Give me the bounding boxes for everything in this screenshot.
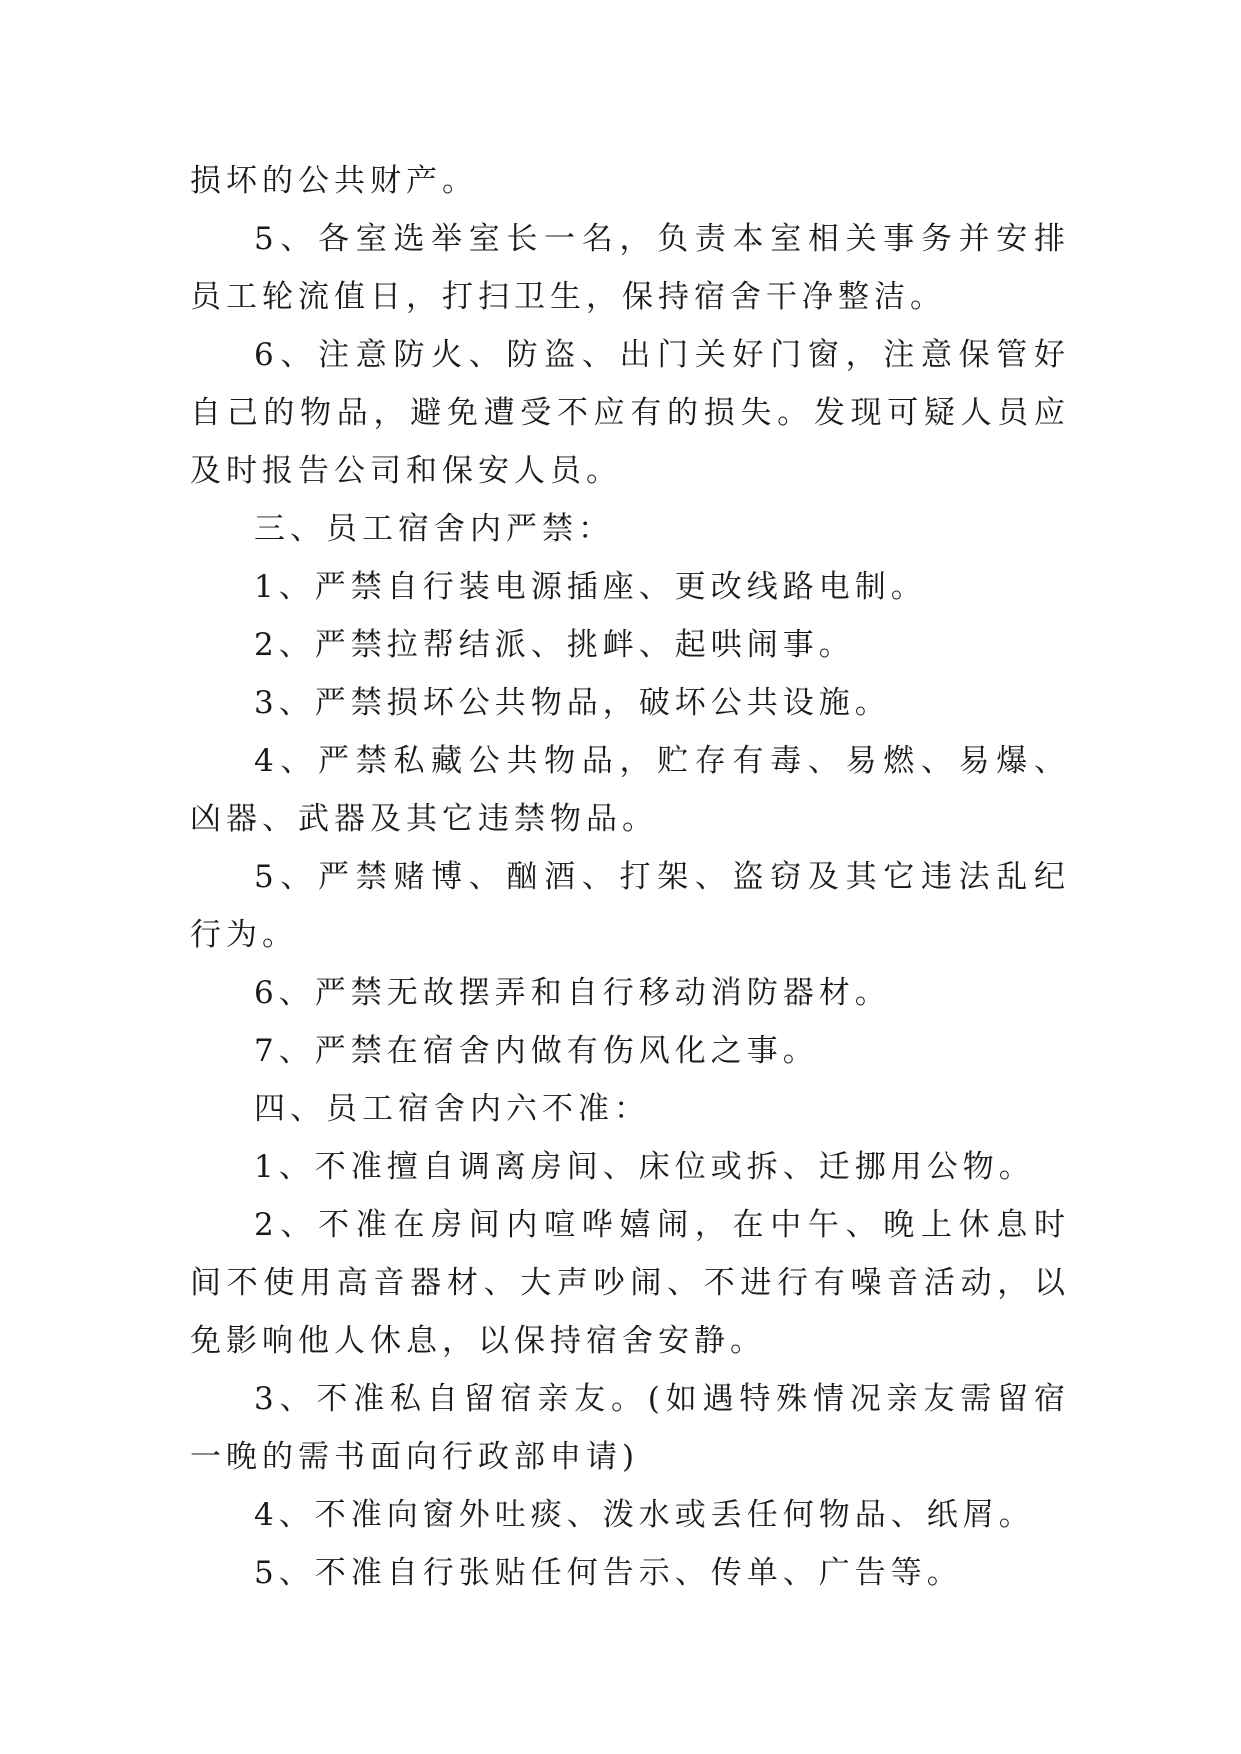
paragraph-continuation: 损坏的公共财产。 [190,163,478,199]
paragraph-rule-no-2: 2、不准在房间内喧哗嬉闹，在中午、晚上休息时间不使用高音器材、大声吵闹、不进行有噪音活动，以免影响他人休息，以保持宿舍安静。 [190,1207,1070,1359]
paragraph-rule-no-1: 1、不准擅自调离房间、床位或拆、迁挪用公物。 [254,1149,1035,1185]
paragraph-prohibition-7: 7、严禁在宿舍内做有伤风化之事。 [254,1033,819,1069]
paragraph-rule-no-3: 3、不准私自留宿亲友。(如遇特殊情况亲友需留宿一晚的需书面向行政部申请) [190,1381,1070,1475]
paragraph-rule-no-5: 5、不准自行张贴任何告示、传单、广告等。 [254,1555,963,1591]
paragraph-prohibition-2: 2、严禁拉帮结派、挑衅、起哄闹事。 [254,627,855,663]
paragraph-prohibition-6: 6、严禁无故摆弄和自行移动消防器材。 [254,975,891,1011]
section-heading-six-rules: 四、员工宿舍内六不准： [254,1091,650,1127]
paragraph-prohibition-1: 1、严禁自行装电源插座、更改线路电制。 [254,569,927,605]
paragraph-rule-6-safety: 6、注意防火、防盗、出门关好门窗，注意保管好自己的物品，避免遭受不应有的损失。发现可疑人员应及时报告公司和保安人员。 [190,337,1070,489]
paragraph-rule-5-room-leader: 5、各室选举室长一名，负责本室相关事务并安排员工轮流值日，打扫卫生，保持宿舍干净整洁。 [190,221,1070,315]
document-page [190,152,1070,1602]
paragraph-prohibition-3: 3、严禁损坏公共物品，破坏公共设施。 [254,685,891,721]
paragraph-prohibition-4: 4、严禁私藏公共物品，贮存有毒、易燃、易爆、凶器、武器及其它违禁物品。 [190,743,1070,837]
paragraph-rule-no-4: 4、不准向窗外吐痰、泼水或丢任何物品、纸屑。 [254,1497,1035,1533]
section-heading-prohibitions: 三、员工宿舍内严禁： [254,511,614,547]
paragraph-prohibition-5: 5、严禁赌博、酗酒、打架、盗窃及其它违法乱纪行为。 [190,859,1070,953]
